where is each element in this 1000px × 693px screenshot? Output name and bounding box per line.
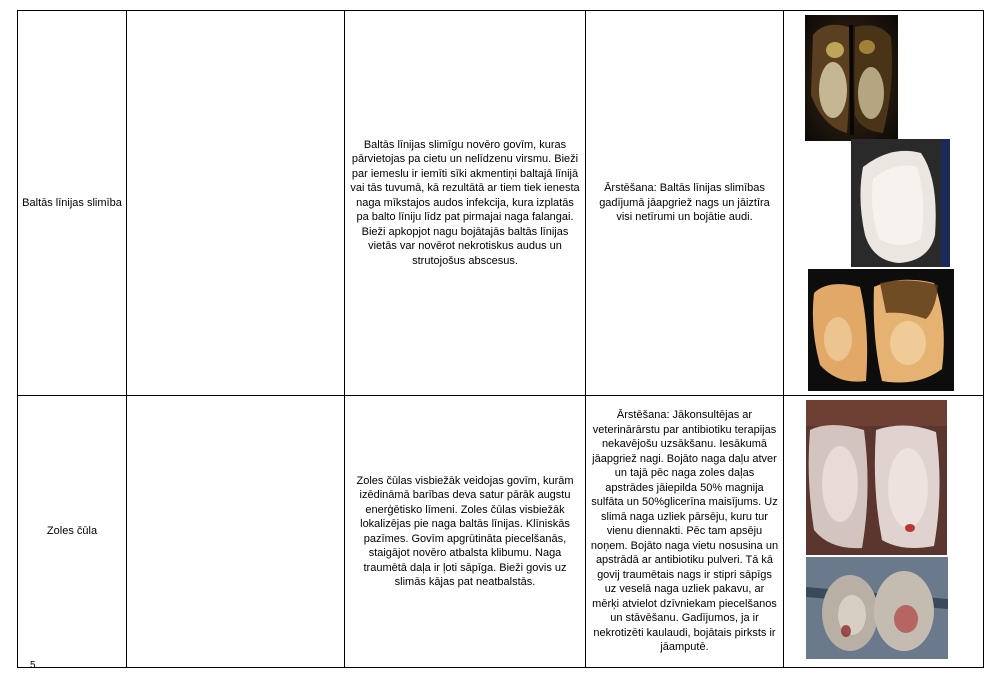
page-number: 5 xyxy=(30,660,36,671)
hoof-photo xyxy=(805,15,898,141)
hoof-photo xyxy=(806,400,947,555)
hoof-photo xyxy=(808,269,954,391)
photo-cell xyxy=(784,396,984,668)
table-row xyxy=(18,11,984,396)
treatment-cell: Ārstēšana: Baltās līnijas slimības gadījumā jāapgriež nags un jāiztīra visi netīrumi un bojātie audi. xyxy=(586,11,784,396)
hoof-photo xyxy=(851,139,950,267)
treatment-cell: Ārstēšana: Jākonsultējas ar veterinārārstu par antibiotiku terapijas nekavējošu uzsākšanu. Iesākumā jāapgriež nagi. Bojāto naga daļu atver un tajā pēc naga zoles daļas apstrādes jāiepilda 50% magnija sulfāta un 50%glicerīna maisījums. Uz slimā naga uzliek pārsēju, kuru tur vienu diennakti. Pēc tam apsēju noņem. Bojāto naga vietu nosusina un apstrādā ar antibiotiku pulveri. Tā kā govij traumētais nags ir stipri sāpīgs uz veselā naga uzliek pakavu, ar mērķi atvielot dzīvniekam piecelšanos un stāvēšanu. Gadījumos, ja ir nekrotizēti kaulaudi, bojātais pirksts ir jāamputē. xyxy=(586,396,784,668)
description-cell: Baltās līnijas slimīgu novēro govīm, kuras pārvietojas pa cietu un nelīdzenu virsmu. Bieži par iemeslu ir iemīti sīki akmentiņi baltajā līnijā vai tās tuvumā, kā rezultātā ar tiem tiek ienesta naga mīkstajos audos infekcija, kura izplatās pa balto līniju līdz pat pirmajai naga falangai. Bieži apkopjot nagu bojātajās baltās līnijas vietās var novērot nekrotiskus audus un strutojošus abscesus. xyxy=(345,11,586,396)
hoof-photo xyxy=(806,557,948,659)
description-cell: Zoles čūlas visbiežāk veidojas govīm, kurām izēdināmā barības deva satur pārāk augstu enerģētisko līmeni. Zoles čūlas visbiežāk lokalizējas pie naga baltās līnijas. Klīniskās pazīmes. Govīm apgrūtināta piecelšanās, staigājot novēro atbalsta klibumu. Naga traumētā daļa ir ļoti sāpīga. Bieži govis uz slimās kājas pat neatbalstās. xyxy=(345,396,586,668)
empty-cell xyxy=(127,396,345,668)
empty-cell xyxy=(127,11,345,396)
photo-cell xyxy=(784,11,984,396)
table-row xyxy=(18,396,984,668)
disease-name-cell: Baltās līnijas slimība xyxy=(18,11,127,396)
disease-name-cell: Zoles čūla xyxy=(18,396,127,668)
disease-table xyxy=(17,10,984,668)
